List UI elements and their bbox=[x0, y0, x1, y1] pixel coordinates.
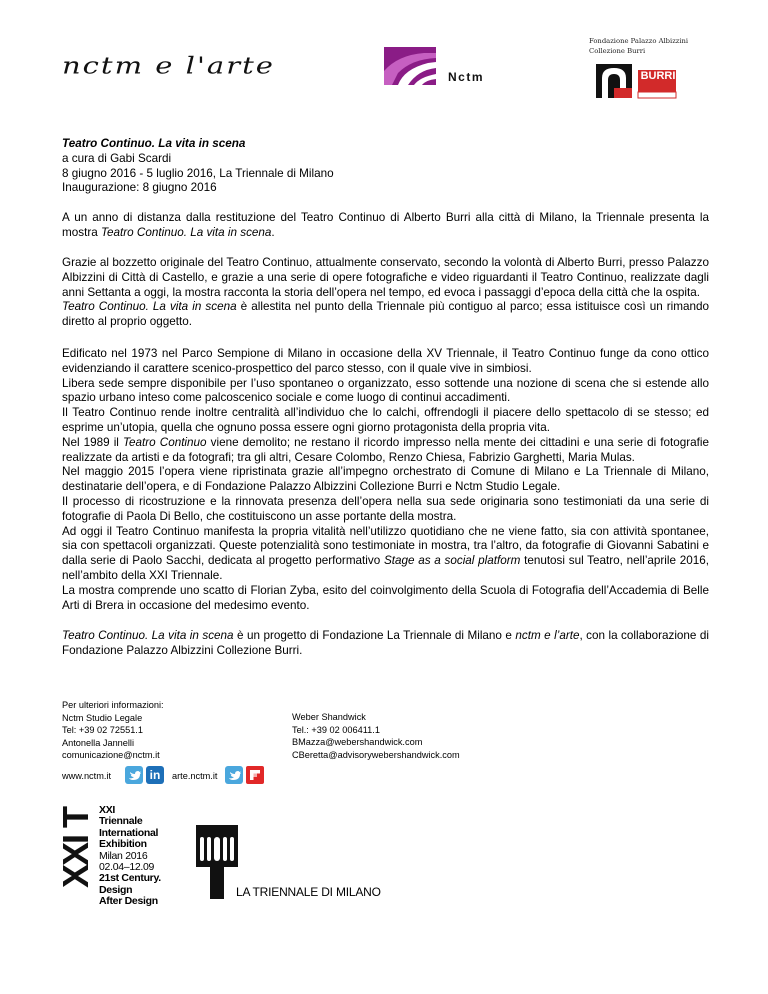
text-run: è un progetto di Fondazione La Triennale di Milano e bbox=[233, 629, 516, 642]
contact-line: Per ulteriori informazioni: bbox=[62, 700, 164, 710]
contact-line: Tel: +39 02 72551.1 bbox=[62, 725, 143, 735]
xxi-triennale-vertical-logo bbox=[54, 796, 98, 900]
contact-email[interactable]: comunicazione@nctm.it bbox=[62, 750, 160, 760]
triennale-building-icon bbox=[196, 825, 238, 899]
contact-weber bbox=[292, 711, 460, 761]
text-run: Il processo di ricostruzione e la rinnovata presenza dell’opera nella sua sede originaria sono testimoniati da una serie di fotografie di Paola Di Bello, che costituiscono un asse portante della mostra. bbox=[62, 494, 709, 523]
exhibition-dates: 8 giugno 2016 - 5 luglio 2016, La Triennale di Milano bbox=[62, 166, 334, 180]
xxi-line: Triennale bbox=[99, 815, 143, 828]
exhibition-opening: Inaugurazione: 8 giugno 2016 bbox=[62, 181, 217, 195]
text-run: La mostra comprende uno scatto di Florian Zyba, esito del coinvolgimento della Scuola di Fotografia dell’Accademia di Belle Arti di Brera in occasione del medesimo evento. bbox=[62, 583, 709, 612]
nctm-e-larte-logo: nctm e l'arte bbox=[62, 52, 275, 80]
contact-email[interactable]: BMazza@webershandwick.com bbox=[292, 737, 423, 747]
xxi-line: International bbox=[99, 826, 159, 839]
text-run: . bbox=[271, 225, 275, 239]
xxi-line: XXI bbox=[99, 804, 116, 816]
xxi-line: 21st Century. bbox=[99, 872, 161, 885]
text-run-italic: Teatro Continuo. La vita in scena bbox=[62, 629, 234, 642]
text-run: Edificato nel 1973 nel Parco Sempione di Milano in occasione della XV Triennale, il Teatro Continuo funge da cono ottico evidenziando il carattere scenico-prospettico del parco stesso, con il quale vive in simbiosi. bbox=[62, 347, 709, 375]
text-run: Nel maggio 2015 l’opera viene ripristinata grazie all’impegno orchestrato di Comune di Milano e La Triennale di Milano, destinatarie dell’opera, e di Fondazione Palazzo Albizzini Collezione Burri e Nctm Studio Legale. bbox=[62, 465, 709, 494]
paragraph-history bbox=[62, 347, 709, 613]
text-run-italic: Teatro Continuo bbox=[122, 435, 207, 449]
contact-line: Nctm Studio Legale bbox=[62, 712, 143, 723]
paragraph-project bbox=[62, 629, 709, 659]
twitter-icon[interactable] bbox=[125, 766, 143, 784]
xxi-line: After Design bbox=[99, 895, 158, 908]
xxi-line: Design bbox=[99, 883, 133, 896]
flipboard-icon[interactable] bbox=[246, 766, 264, 784]
text-run-italic: Stage as a social platform bbox=[383, 554, 521, 568]
text-run-italic: Teatro Continuo. La vita in scena bbox=[62, 300, 237, 314]
contact-nctm bbox=[62, 699, 164, 762]
xxi-vertical-text: XXI T bbox=[55, 807, 96, 889]
text-run-italic: Teatro Continuo. La vita in scena bbox=[100, 225, 272, 239]
triennale-milano-label: LA TRIENNALE DI MILANO bbox=[236, 885, 381, 899]
paragraph-bozzetto bbox=[62, 256, 709, 330]
contact-line: Weber Shandwick bbox=[292, 712, 366, 722]
text-run: Ad oggi il Teatro Continuo manifesta la propria vitalità nell’utilizzo quotidiano che ne viene fatto, sia con attività spontanee, sia con spettacoli organizzati. Queste potenzialità sono testimoniate in mostra, tra l’altro, da fotografie di Giovanni Sabatini e dalla serie di Paolo Sacchi, dedicata al progetto performativo bbox=[62, 524, 709, 568]
fondazione-line: Fondazione Palazzo Albizzini bbox=[589, 37, 689, 45]
website-link-arte[interactable]: arte.nctm.it bbox=[172, 771, 218, 781]
fondazione-line: Collezione Burri bbox=[589, 47, 646, 55]
contact-line: Tel.: +39 02 006411.1 bbox=[292, 724, 380, 735]
twitter-icon[interactable] bbox=[225, 766, 243, 784]
exhibition-title: Teatro Continuo. La vita in scena bbox=[62, 137, 246, 150]
fondazione-label bbox=[589, 36, 688, 56]
nctm-logo-mark-icon bbox=[384, 47, 436, 85]
exhibition-intro bbox=[62, 137, 709, 196]
text-run: tenutosi sul Teatro, nell’aprile 2016, nell’ambito della XXI Triennale. bbox=[62, 554, 709, 582]
xxi-line: Exhibition bbox=[99, 838, 147, 851]
xxi-line: 02.04–12.09 bbox=[99, 861, 155, 874]
text-run: Nel 1989 il bbox=[62, 435, 123, 449]
xxi-triennale-text bbox=[99, 805, 161, 908]
text-run: Grazie al bozzetto originale del Teatro Continuo, attualmente conservato, secondo la volontà di Alberto Burri, presso Palazzo Albizzini di Città di Castello, e grazie a una serie di opere fotografiche e video riguardanti il Teatro Continuo, realizzate dagli anni Settanta a oggi, la mostra racconta la storia dell’opera nel tempo, ed evoca i passaggi d’epoca della città che la ospita. bbox=[62, 256, 709, 299]
text-run: viene demolito; ne restano il ricordo impresso nella mente dei cittadini e una serie di fotografie realizzate da artisti e da fotografi; tra gli altri, Cesare Colombo, Renzo Chiesa, Fabrizio Garghetti, Maria Mulas. bbox=[62, 435, 709, 464]
nctm-logo-text: Nctm bbox=[448, 70, 485, 84]
text-run: è allestita nel punto della Triennale più contiguo al parco; essa istituisce così un rimando diretto al proprio oggetto. bbox=[62, 300, 709, 329]
text-run: Libera sede sempre disponibile per l’uso spontaneo o organizzato, esso sottende una nozione di scena che si estende allo spazio urbano inteso come palcoscenico sociale e come luogo di continui accadimenti. bbox=[62, 376, 709, 405]
text-run: Il Teatro Continuo rende inoltre centralità all’individuo che lo calchi, offrendogli il piacere dello spettacolo di se stesso; ed esprime un’utopia, quella che ognuno possa essere ogni giorno protagonista della propria vita. bbox=[62, 406, 709, 434]
linkedin-icon[interactable]: in bbox=[146, 766, 164, 784]
contact-line: Antonella Jannelli bbox=[62, 737, 135, 748]
xxi-line: Milan 2016 bbox=[99, 849, 148, 862]
paragraph-intro bbox=[62, 211, 709, 241]
burri-logo-text: BURRI bbox=[640, 70, 676, 82]
website-link-nctm[interactable]: www.nctm.it bbox=[62, 771, 112, 781]
text-run-italic: nctm e l’arte bbox=[515, 629, 580, 642]
text-run: A un anno di distanza dalla restituzione del Teatro Continuo di Alberto Burri alla città di Milano, la Triennale presenta la mostra bbox=[62, 211, 709, 239]
contact-email[interactable]: CBeretta@advisorywebershandwick.com bbox=[292, 749, 460, 760]
text-run: , con la collaborazione di Fondazione Palazzo Albizzini Collezione Burri. bbox=[62, 629, 709, 657]
exhibition-curator: a cura di Gabi Scardi bbox=[62, 151, 172, 165]
